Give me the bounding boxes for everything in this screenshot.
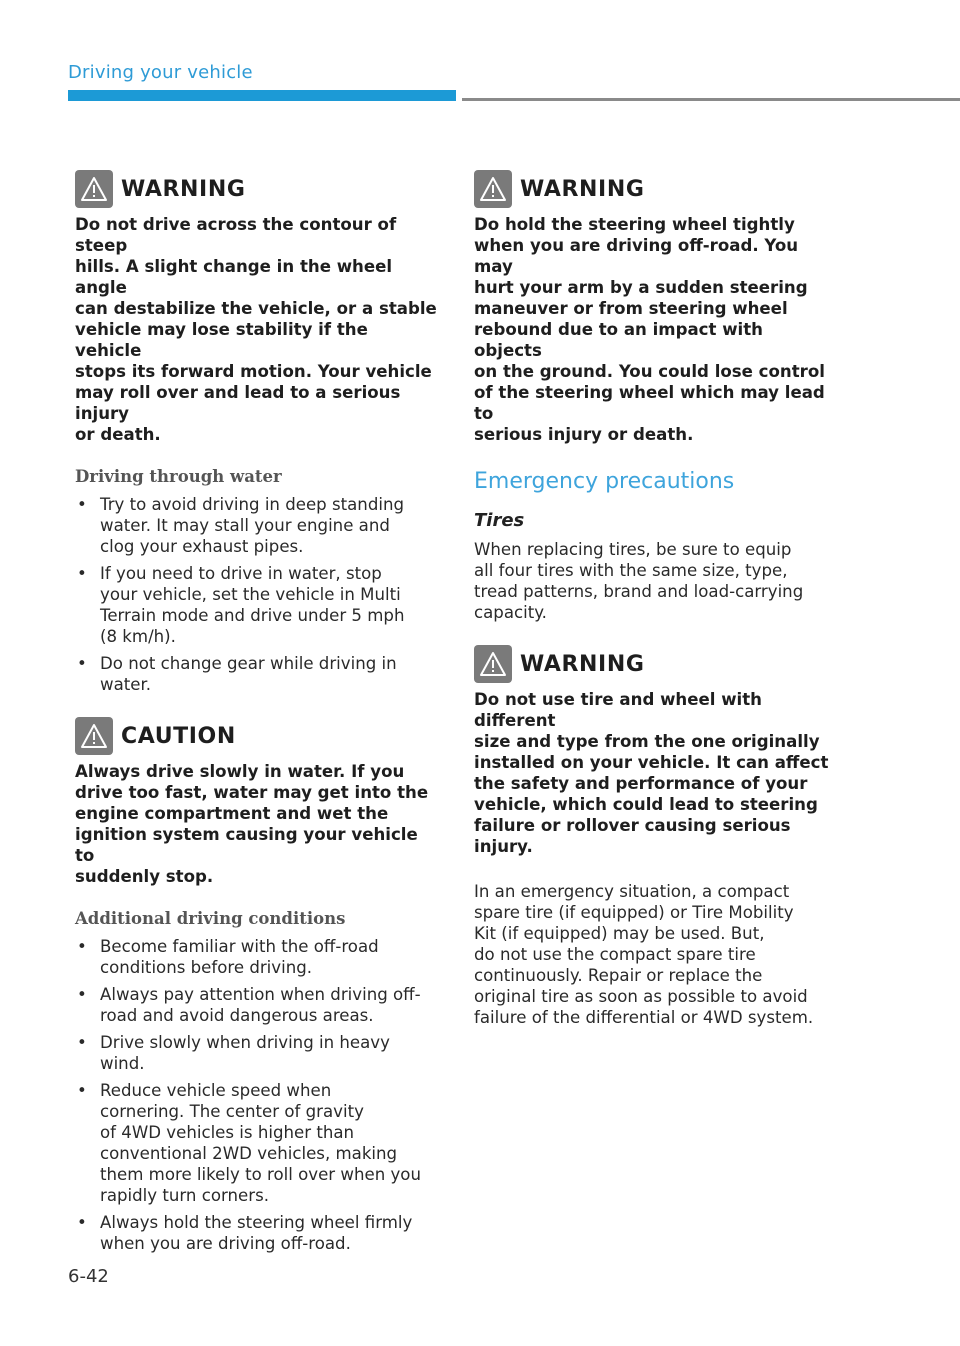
list-item: • Drive slowly when driving in heavy wind. <box>75 1032 437 1074</box>
caution-title: CAUTION <box>121 723 236 749</box>
warning-line: may roll over and lead to a serious injury <box>75 383 401 423</box>
warning-title: WARNING <box>520 651 645 677</box>
tires-paragraph: When replacing tires, be sure to equip all four tires with the same size, type, tread patterns, brand and load-carrying capacity. <box>474 540 804 622</box>
water-bullet-list <box>75 494 437 695</box>
warning-line: failure or rollover causing serious injury. <box>474 816 791 856</box>
right-column <box>474 170 836 1050</box>
warning-box-tires <box>474 645 836 857</box>
list-item: • Try to avoid driving in deep standing water. It may stall your engine and clog your exhaust pipes. <box>75 494 437 557</box>
warning-line: on the ground. You could lose control <box>474 362 825 381</box>
warning-line: installed on your vehicle. It can affect <box>474 753 829 772</box>
warning-line: when you are driving off-road. You may <box>474 236 799 276</box>
warning-box-steering <box>474 170 836 445</box>
warning-line: Do not use tire and wheel with different <box>474 690 762 730</box>
warning-line: stops its forward motion. Your vehicle <box>75 362 432 381</box>
warning-triangle-icon <box>474 645 512 683</box>
warning-triangle-icon <box>75 170 113 208</box>
warning-body <box>474 214 836 445</box>
warning-box-steep-hills <box>75 170 437 445</box>
list-item: • Do not change gear while driving in water. <box>75 653 437 695</box>
caution-line: suddenly stop. <box>75 867 214 886</box>
warning-body <box>474 689 836 857</box>
warning-line: size and type from the one originally <box>474 732 820 751</box>
warning-title: WARNING <box>121 176 246 202</box>
caution-box-water <box>75 717 437 887</box>
warning-body <box>75 214 437 445</box>
header-rule-blue <box>68 90 456 101</box>
warning-line: the safety and performance of your <box>474 774 808 793</box>
warning-line: or death. <box>75 425 161 444</box>
warning-line: vehicle, which could lead to steering <box>474 795 818 814</box>
left-column <box>75 170 437 1260</box>
warning-line: can destabilize the vehicle, or a stable <box>75 299 437 318</box>
warning-line: hills. A slight change in the wheel angle <box>75 257 393 297</box>
caution-line: ignition system causing your vehicle to <box>75 825 418 865</box>
caution-triangle-icon <box>75 717 113 755</box>
warning-line: vehicle may lose stability if the vehicle <box>75 320 368 360</box>
list-item: • Always hold the steering wheel firmly when you are driving off-road. <box>75 1212 437 1254</box>
warning-line: maneuver or from steering wheel <box>474 299 788 318</box>
list-item: • Always pay attention when driving off- road and avoid dangerous areas. <box>75 984 437 1026</box>
warning-title: WARNING <box>520 176 645 202</box>
warning-header <box>474 645 836 683</box>
warning-line: serious injury or death. <box>474 425 694 444</box>
warning-triangle-icon <box>474 170 512 208</box>
warning-line: rebound due to an impact with objects <box>474 320 763 360</box>
emergency-paragraph: In an emergency situation, a compact spare tire (if equipped) or Tire Mobility Kit (if equipped) may be used. But, do not use the compact spare tire continuously. Repair or replace the original tire as soon as possible to avoid failure of the differential or 4WD system. <box>474 882 814 1027</box>
caution-header <box>75 717 437 755</box>
page-number: 6-42 <box>68 1266 109 1287</box>
subheading-driving-through-water: Driving through water <box>75 467 282 486</box>
subheading-additional-conditions: Additional driving conditions <box>75 909 346 928</box>
caution-line: engine compartment and wet the <box>75 804 389 823</box>
heading-emergency-precautions: Emergency precautions <box>474 469 735 494</box>
heading-tires: Tires <box>474 510 525 531</box>
additional-bullet-list <box>75 936 437 1254</box>
caution-line: Always drive slowly in water. If you <box>75 762 405 781</box>
section-title: Driving your vehicle <box>68 62 253 83</box>
caution-body <box>75 761 437 887</box>
warning-line: Do hold the steering wheel tightly <box>474 215 795 234</box>
header-rule-gray <box>462 98 960 101</box>
list-item: • Reduce vehicle speed when cornering. The center of gravity of 4WD vehicles is higher than conventional 2WD vehicles, making them more likely to roll over when you rapidly turn corners. <box>75 1080 437 1206</box>
warning-header <box>75 170 437 208</box>
list-item: • Become familiar with the off-road conditions before driving. <box>75 936 437 978</box>
warning-line: Do not drive across the contour of steep <box>75 215 397 255</box>
caution-line: drive too fast, water may get into the <box>75 783 429 802</box>
warning-header <box>474 170 836 208</box>
warning-line: hurt your arm by a sudden steering <box>474 278 808 297</box>
warning-line: of the steering wheel which may lead to <box>474 383 825 423</box>
list-item: • If you need to drive in water, stop your vehicle, set the vehicle in Multi Terrain mode and drive under 5 mph (8 km/h). <box>75 563 437 647</box>
